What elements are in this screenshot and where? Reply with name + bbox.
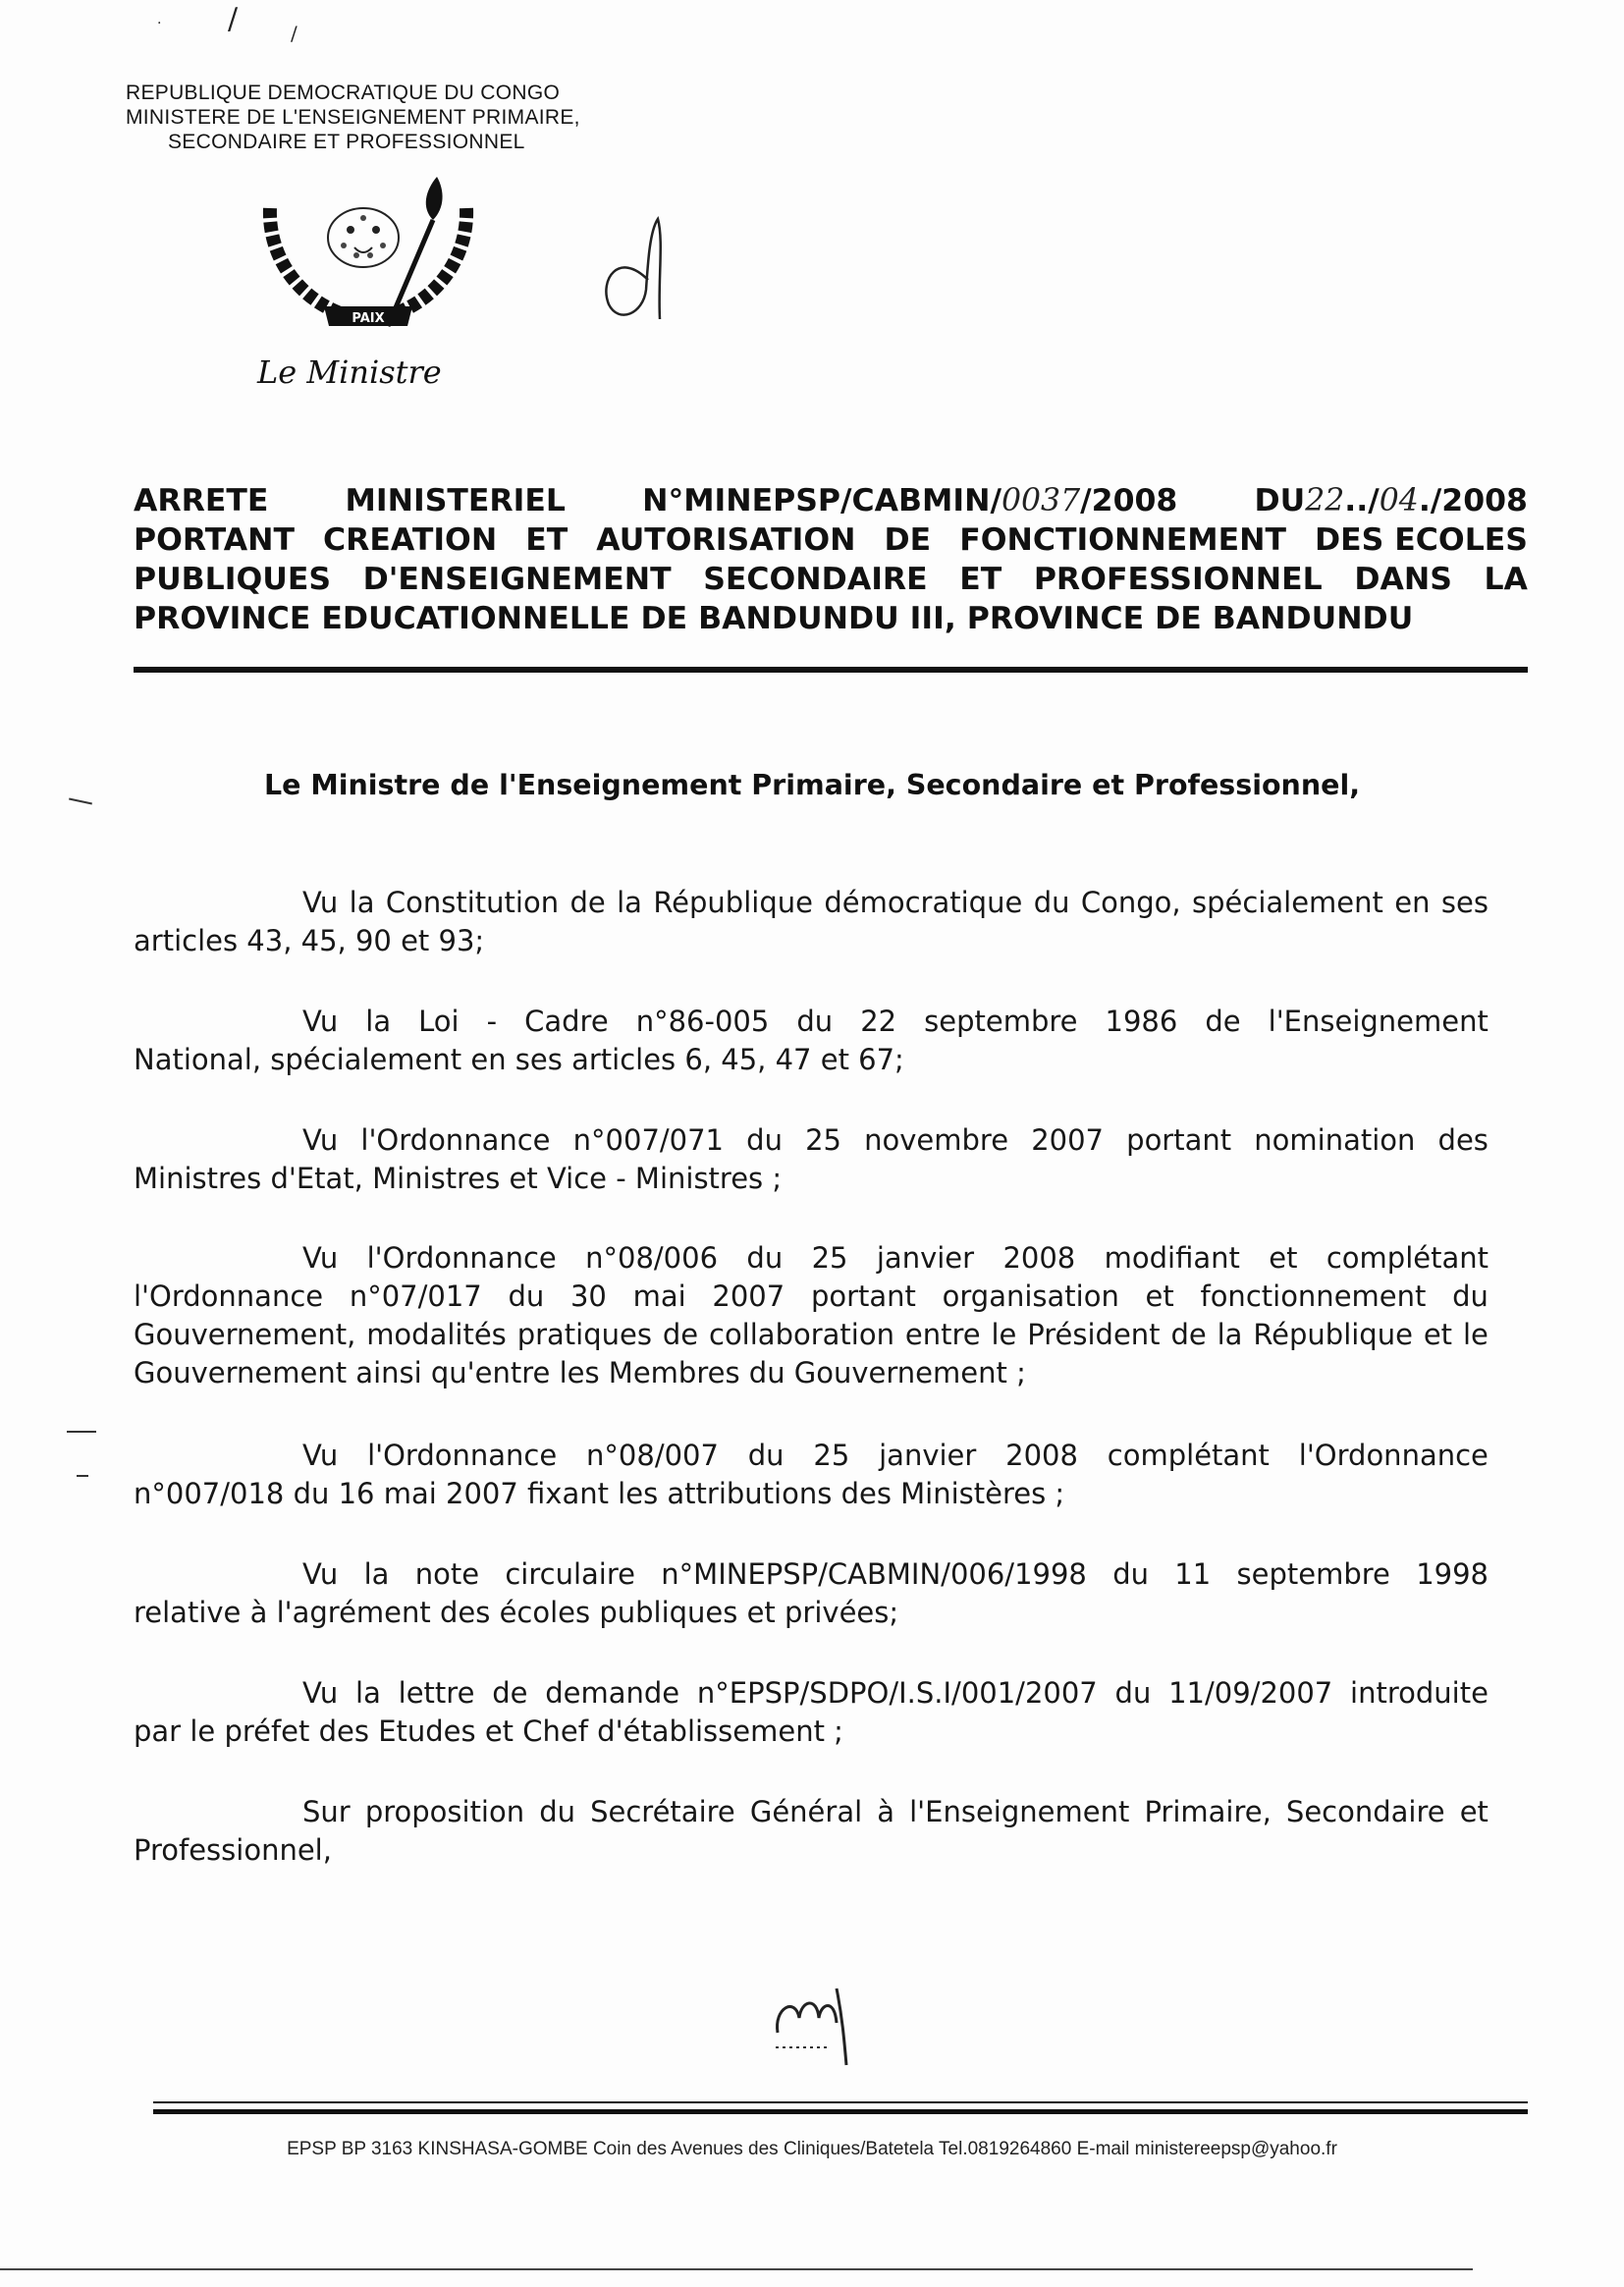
arrete-word: PROFESSIONNEL [1033,562,1323,597]
arrete-word: DANS [1354,562,1452,597]
word: la [349,886,375,919]
word: proposition [364,1795,525,1828]
margin-mark [77,1475,88,1477]
arrete-word: LA [1484,562,1528,597]
word: Constitution [385,886,560,919]
paragraph-line [134,1278,1489,1316]
word: n°EPSP/SDPO/I.S.I/001/2007 [696,1676,1098,1710]
word: organisation [942,1280,1119,1313]
word: du [1112,1557,1149,1591]
considerant-paragraph [134,1674,1489,1751]
word: complétant [1107,1439,1270,1472]
arrete-line-4: PROVINCE EDUCATIONNELLE DE BANDUNDU III, PROVINCE DE BANDUNDU [134,601,1414,636]
word: et [1269,1241,1298,1275]
word: la [363,1557,390,1591]
word: l'Ordonnance [366,1241,557,1275]
word: 30 [569,1280,607,1313]
arrete-word: PORTANT [134,522,295,558]
word: 2008 [1005,1439,1078,1472]
arrete-word: DES ECOLES [1314,522,1528,558]
word: de [1170,1318,1207,1351]
word: l'Enseignement [1268,1005,1489,1038]
paragraph-line: par le préfet des Etudes et Chef d'établissement ; [134,1715,843,1748]
arrete-word: ET [525,522,568,558]
date-separator: .. [1344,483,1369,518]
word: complétant [1326,1241,1489,1275]
header-ministry-line1: MINISTERE DE L'ENSEIGNEMENT PRIMAIRE, [126,106,580,129]
word: Vu [302,1123,339,1157]
word: ses [1440,886,1489,919]
word: de [569,886,606,919]
arrete-word: SECONDAIRE [703,562,928,597]
word: du [1452,1280,1489,1313]
word: Vu [302,886,339,919]
word: n°MINEPSP/CABMIN/006/1998 [661,1557,1087,1591]
paragraph-first-line [134,1003,1489,1041]
word: janvier [876,1241,975,1275]
word: septembre [924,1005,1078,1038]
date-prefix: DU [1254,483,1306,518]
arrete-word: DE [884,522,932,558]
word: Loi [418,1005,460,1038]
word: 2007 [1031,1123,1105,1157]
word: la [365,1005,392,1038]
word: Secondaire [1285,1795,1445,1828]
paragraph-first-line [134,1793,1489,1831]
arrete-word: D'ENSEIGNEMENT [362,562,672,597]
word: 22 [860,1005,897,1038]
considerant-paragraph [134,1555,1489,1632]
word: République [653,886,813,919]
word: Vu [302,1676,339,1710]
word: Général [749,1795,863,1828]
considerant-paragraph [134,1793,1489,1870]
word: n°08/006 [585,1241,719,1275]
word: et [1459,1795,1489,1828]
arrete-word: ARRETE [134,483,269,518]
word: la [617,886,642,919]
margin-mark [67,1431,96,1433]
word: 25 [813,1439,850,1472]
word: 1986 [1105,1005,1178,1038]
arrete-line-3 [134,560,1528,599]
paragraph-first-line [134,1674,1489,1713]
word: 11/09/2007 [1168,1676,1333,1710]
word: Primaire, [1144,1795,1272,1828]
word: l'Ordonnance [360,1123,551,1157]
scan-mark: / [291,22,298,45]
paragraph-line: Ministres d'Etat, Ministres et Vice - Ministres ; [134,1162,783,1195]
word: portant [1126,1123,1232,1157]
arrete-number-year: /2008 [1080,483,1178,518]
handwritten-day: 22 [1305,483,1345,518]
paragraph-first-line [134,1239,1489,1278]
handwritten-number: 0037 [1001,483,1081,518]
arrete-word: ET [959,562,1002,597]
word: la [1217,1318,1243,1351]
arrete-word: AUTORISATION [596,522,856,558]
paragraph-line: National, spécialement en ses articles 6, 45, 47 et 67; [134,1043,904,1076]
footer-divider-thick [153,2109,1528,2114]
date-year: ./2008 [1418,483,1528,518]
word: Sur [302,1795,351,1828]
word: fonctionnement [1200,1280,1427,1313]
word: du [746,1241,784,1275]
header-country: REPUBLIQUE DEMOCRATIQUE DU CONGO [126,82,561,104]
word: la [355,1676,381,1710]
word: à [877,1795,895,1828]
handwritten-initial [589,211,677,329]
arrete-word: PUBLIQUES [134,562,332,597]
word: Gouvernement, [134,1318,356,1351]
word: spécialement [1192,886,1383,919]
word: Vu [302,1241,339,1275]
considerant-paragraph [134,884,1489,960]
arrete-word: FONCTIONNEMENT [959,522,1286,558]
word: de [492,1676,528,1710]
scan-mark: . [157,12,162,27]
word: n°08/007 [586,1439,719,1472]
word: l'Enseignement [909,1795,1130,1828]
word: portant [810,1280,916,1313]
word: pratiques [516,1318,652,1351]
paragraph-line: Gouvernement ainsi qu'entre les Membres du Gouvernement ; [134,1356,1026,1389]
word: du [747,1439,785,1472]
word: du [796,1005,834,1038]
word: mai [632,1280,686,1313]
word: et [1145,1280,1174,1313]
word: Président [1027,1318,1161,1351]
ministry-header [126,81,715,154]
paragraph-first-line [134,1555,1489,1594]
considerant-paragraph [134,1239,1489,1392]
word: Vu [302,1557,339,1591]
word: collaboration [709,1318,894,1351]
arrete-number-prefix: N°MINEPSP/CABMIN/ [642,483,1001,518]
word: du [1033,886,1070,919]
coat-of-arms-emblem [241,169,496,336]
arrete-word: CREATION [323,522,498,558]
arrete-number [642,481,1177,520]
minister-title: Le Ministre [257,354,442,391]
word: le [1462,1318,1489,1351]
paragraph-line [134,1316,1489,1354]
word: du [539,1795,576,1828]
word: du [1114,1676,1152,1710]
word: septembre [1236,1557,1390,1591]
word: n°07/017 [349,1280,482,1313]
footer-divider-thin [153,2101,1528,2103]
word: circulaire [505,1557,635,1591]
arrete-word: MINISTERIEL [345,483,566,518]
word: entre [904,1318,981,1351]
page-bottom-line [0,2268,1473,2270]
word: le [991,1318,1017,1351]
word: de [662,1318,699,1351]
handwritten-month: 04 [1379,483,1419,518]
footer-address: EPSP BP 3163 KINSHASA-GOMBE Coin des Avenues des Cliniques/Batetela Tel.0819264860 E-mail ministereepsp@yahoo.fr [287,2139,1337,2159]
word: du [746,1123,783,1157]
paragraph-line: articles 43, 45, 90 et 93; [134,924,485,957]
word: 25 [811,1241,848,1275]
word: 2008 [1002,1241,1076,1275]
word: de [1205,1005,1241,1038]
word: Secrétaire [590,1795,735,1828]
word: démocratique [824,886,1023,919]
paragraph-first-line [134,1121,1489,1160]
word: l'Ordonnance [1298,1439,1489,1472]
word: en [1394,886,1431,919]
paragraph-line: relative à l'agrément des écoles publiques et privées; [134,1596,899,1629]
word: - [486,1005,498,1038]
paragraph-line: Professionnel, [134,1833,332,1867]
word: 2007 [712,1280,785,1313]
word: du [508,1280,545,1313]
title-divider [134,667,1528,673]
header-ministry-line2: SECONDAIRE ET PROFESSIONNEL [168,131,525,153]
word: modifiant [1104,1241,1240,1275]
word: note [414,1557,480,1591]
word: lettre [398,1676,475,1710]
word: n°86-005 [635,1005,770,1038]
word: 11 [1174,1557,1212,1591]
word: novembre [864,1123,1009,1157]
paragraph-first-line [134,884,1489,922]
word: Congo, [1080,886,1181,919]
arrete-line-2 [134,520,1528,560]
considerant-paragraph [134,1121,1489,1198]
paragraph-line: n°007/018 du 16 mai 2007 fixant les attributions des Ministères ; [134,1477,1065,1510]
word: modalités [366,1318,507,1351]
word: n°007/071 [572,1123,725,1157]
word: Vu [302,1005,339,1038]
word: introduite [1350,1676,1489,1710]
considerant-paragraph [134,1437,1489,1513]
date-slash: / [1368,483,1380,518]
word: Cadre [524,1005,609,1038]
considerant-paragraph [134,1003,1489,1079]
word: des [1437,1123,1489,1157]
word: nomination [1254,1123,1416,1157]
word: République [1253,1318,1413,1351]
scan-mark: / [228,2,239,36]
paragraph-first-line [134,1437,1489,1475]
word: demande [545,1676,680,1710]
arrete-date [1254,481,1528,520]
word: et [1423,1318,1453,1351]
minister-heading: Le Ministre de l'Enseignement Primaire, Secondaire et Professionnel, [263,769,1361,801]
arrete-title [134,481,1528,638]
word: Vu [302,1439,339,1472]
word: 25 [805,1123,841,1157]
handwritten-paraph [766,1979,884,2067]
arrete-line-1 [134,481,1528,520]
word: l'Ordonnance [134,1280,324,1313]
emblem-ribbon-text: PAIX [352,311,385,326]
word: janvier [879,1439,977,1472]
word: 1998 [1416,1557,1489,1591]
word: l'Ordonnance [367,1439,558,1472]
